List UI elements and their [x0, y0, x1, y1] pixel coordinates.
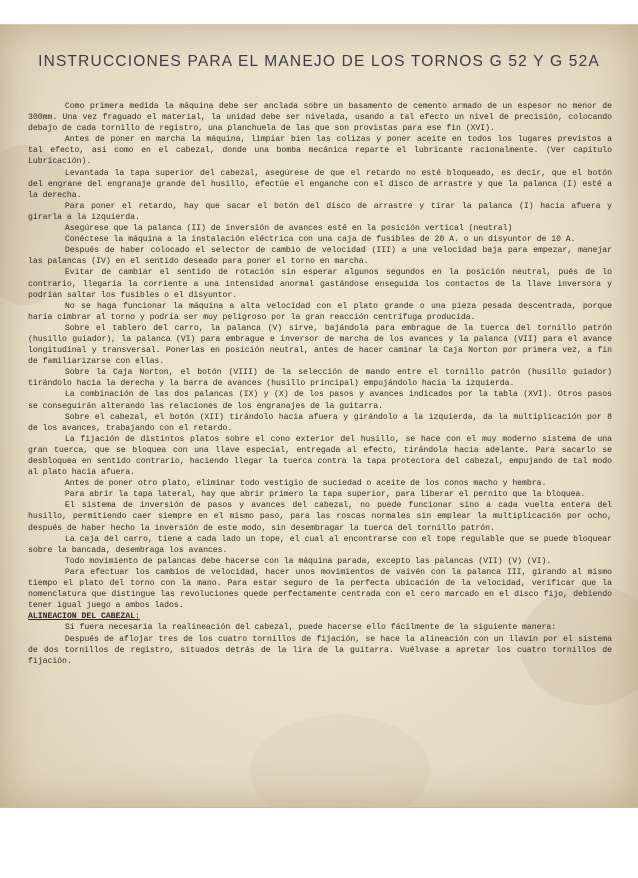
- paragraph: Asegúrese que la palanca (II) de inversión de avances esté en la posición vertical (neutral): [64, 224, 513, 234]
- section-paragraph: Después de aflojar tres de los cuatro tornillos de fijación, se hace la alineación con un llavín por el sistema de dos tornillos de registro, situados detrás de la lira de la guitarra. Vuélvase a apretar los cuatro tornillos de fijación.: [28, 634, 612, 666]
- section-paragraph: Si fuera necesaria la realineación del cabezal, puede hacerse ello fácilmente de la siguiente manera:: [64, 623, 557, 633]
- paragraph: Para poner el retardo, hay que sacar el botón del disco de arrastre y tirar la palanca (I) hacia afuera y girarla a la izquierda.: [28, 201, 612, 222]
- paragraph: No se haga funcionar la máquina a alta velocidad con el plato grande o una pieza pesada descentrada, porque haría cimbrar al torno y podría ser muy peligroso por la gran reacción centrífuga producida.: [28, 301, 612, 322]
- paragraph: Para abrir la tapa lateral, hay que abrir primero la tapa superior, para liberar el pernito que la bloquea.: [64, 490, 586, 500]
- paragraph: Después de haber colocado el selector de cambio de velocidad (III) a una velocidad baja para empezar, manejar las palancas (IV) en el sentido deseado para poner el torno en marcha.: [28, 246, 612, 267]
- paragraph: Sobre la Caja Norton, el botón (VIII) de la selección de mando entre el tornillo patrón (husillo guiador) tirándolo hacia la derecha y la barra de avances (husillo principal) empujándolo hacia la izquierda.: [28, 368, 612, 389]
- paragraph: La caja del carro, tiene a cada lado un tope, el cual al encontrarse con el tope regulable que se puede bloquear sobre la bancada, desembraga los avances.: [28, 534, 612, 555]
- section-heading: ALINEACION DEL CABEZAL:: [28, 612, 140, 622]
- paragraph: La fijación de distintos platos sobre el cono exterior del husillo, se hace con el muy moderno sistema de una gran tuerca, que se bloquea con una llave especial, entregada al efecto, tirándola hacia adelante. Para sacarlo se desbloquea en sentido contrario, haciendo llegar la tuerca contra la tapa protectora del cabezal, empujando de tal modo al plato hacia afuera.: [28, 434, 612, 478]
- paragraph: El sistema de inversión de pasos y avances del cabezal, no puede funcionar sino a cada vuelta entera del husillo, permitiendo caer siempre en el mismo paso, para las roscas normales sin emplear la multiplicación por ocho, después de haber hecho la inversión de este modo, sin desembragar la tuerca del tornillo patrón.: [28, 501, 612, 533]
- paragraph: Sobre el tablero del carro, la palanca (V) sirve, bajándola para embrague de la tuerca del tornillo patrón (husillo guiador), la palanca (VI) para embrague e inversor de marcha de los avances y la palanca (VII) para el avance longitudinal y transversal. Ponerlas en posición neutral, antes de hacer caminar la Caja Norton por primera vez, a fin de familiarizarse con ellas.: [28, 323, 612, 367]
- paragraph: Antes de poner en marcha la máquina, limpiar bien las colizas y poner aceite en todos los lugares previstos a tal efecto, así como en el cabezal, donde una bomba mecánica reparte el lubricante racionalmente. (Ver capítulo Lubricación).: [28, 135, 612, 167]
- paper-stain: [250, 715, 430, 808]
- document-body: [28, 101, 612, 667]
- paragraph: Conéctese la máquina a la instalación eléctrica con una caja de fusibles de 20 A. o un disyuntor de 10 A.: [64, 235, 576, 245]
- document-title: INSTRUCCIONES PARA EL MANEJO DE LOS TORNOS G 52 Y G 52A: [38, 53, 600, 70]
- paragraph: Todo movimiento de palancas debe hacerse con la máquina parada, excepto las palancas (VII) (V) (VI).: [64, 556, 552, 566]
- paragraph: Antes de poner otro plato, eliminar todo vestigio de suciedad o aceite de los conos macho y hembra.: [64, 479, 547, 489]
- paragraph: Evitar de cambiar el sentido de rotación sin esperar algunos segundos en la posición neutral, pués de lo contrario, llegaría la corriente a una intensidad anormal gastándose enseguida los contactos de la llave inversora y podrían saltar los fusibles o el disyuntor.: [28, 268, 612, 300]
- paragraph: Para efectuar los cambios de velocidad, hacer unos movimientos de vaivén con la palanca III, girando al mismo tiempo el plato del torno con la mano. Para estar seguro de la perfecta ubicación de la velocidad, verificar que la nomenclatura que distingue las revoluciones quede perfectamente centrada con el cero marcado en el disco fijo, debiendo tener igual juego a ambos lados.: [28, 567, 612, 611]
- document-page: [0, 24, 638, 808]
- paragraph: Sobre el cabezal, el botón (XII) tirándolo hacia afuera y girándolo a la izquierda, da la multiplicación por 8 de los avances, trabajando con el retardo.: [28, 412, 612, 433]
- paragraph: La combinación de las dos palancas (IX) y (X) de los pasos y avances indicados por la tabla (XVI). Otros pasos se conseguirán alterando las relaciones de los engranajes de la guitarra.: [28, 390, 612, 411]
- paragraph: Como primera medida la máquina debe ser anclada sobre un basamento de cemento armado de un espesor no menor de 300mm. Una vez fraguado el material, la unidad debe ser nivelada, usando a tal efecto un nivel de precisión, colocando debajo de cada tornillo de registro, una planchuela de las que son provistas para ese fin (XVI).: [28, 102, 612, 134]
- paragraph: Levantada la tapa superior del cabezal, asegúrese de que el retardo no esté bloqueado, es decir, que el botón del engrane del engranaje grande del husillo, efectúe el enganche con el disco de arrastre y que la palanca (I) esté a la derecha.: [28, 168, 612, 200]
